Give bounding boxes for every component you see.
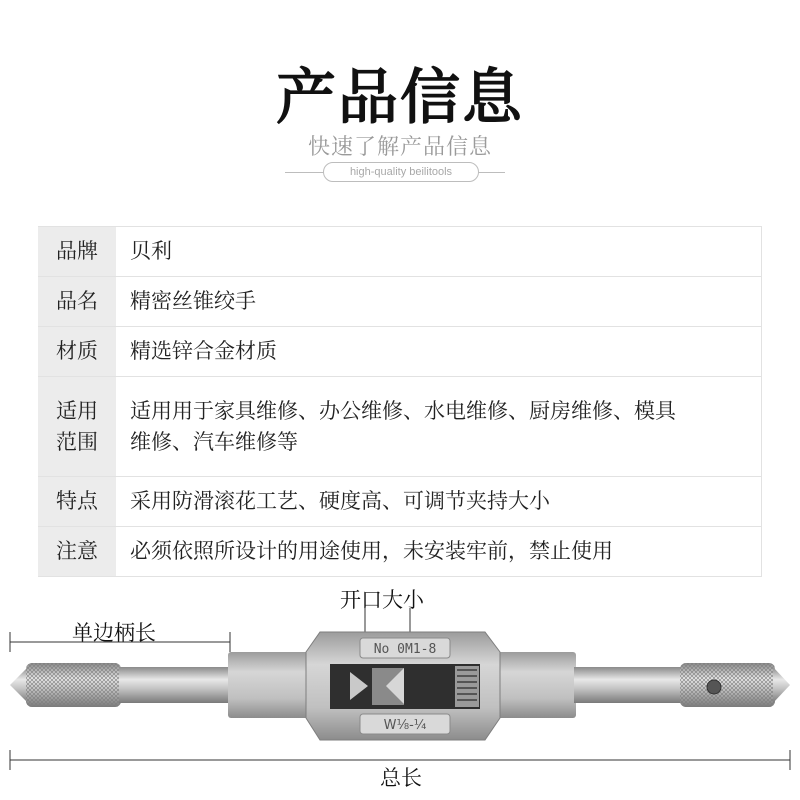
spec-value-line: 维修、汽车维修等 — [130, 429, 298, 454]
spec-row-notice — [38, 527, 762, 577]
spec-row-features — [38, 477, 762, 527]
spec-key — [38, 377, 116, 477]
opening-size-label: 开口大小 — [340, 588, 424, 612]
spec-value: 精选锌合金材质 — [116, 327, 762, 377]
body-marking-top: No 0M1-8 — [373, 642, 437, 657]
spec-value — [116, 377, 762, 477]
page-subtitle: 快速了解产品信息 — [307, 135, 492, 160]
spec-key: 特点 — [38, 477, 116, 527]
spec-row-material — [38, 327, 762, 377]
left-handle — [10, 663, 231, 707]
handle-length-dimension — [10, 632, 230, 652]
spec-value-line: 适用用于家具维修、办公维修、水电维修、厨房维修、模具 — [130, 398, 676, 423]
total-length-label: 总长 — [380, 766, 422, 790]
spec-key: 材质 — [38, 327, 116, 377]
spec-value: 必须依照所设计的用途使用，未安装牢前，禁止使用 — [116, 527, 762, 577]
tap-wrench-illustration — [0, 590, 800, 800]
spec-value: 采用防滑滚花工艺、硬度高、可调节夹持大小 — [116, 477, 762, 527]
body-marking-bottom: W⅛-¼ — [383, 718, 427, 733]
total-length-dimension — [10, 750, 790, 770]
right-handle — [574, 663, 790, 707]
spec-key: 品牌 — [38, 227, 116, 277]
spec-table — [38, 226, 762, 577]
spec-key: 注意 — [38, 527, 116, 577]
spec-key: 品名 — [38, 277, 116, 327]
page-title: 产品信息 — [276, 63, 524, 133]
spec-value: 精密丝锥绞手 — [116, 277, 762, 327]
spec-key-line: 适用 — [56, 398, 98, 423]
spec-key-line: 范围 — [56, 429, 98, 454]
spec-row-name — [38, 277, 762, 327]
spec-value: 贝利 — [116, 227, 762, 277]
spec-row-brand — [38, 227, 762, 277]
spec-row-usage — [38, 377, 762, 477]
tagline-badge: high-quality beilitools — [323, 162, 479, 182]
handle-length-label: 单边柄长 — [72, 621, 156, 645]
